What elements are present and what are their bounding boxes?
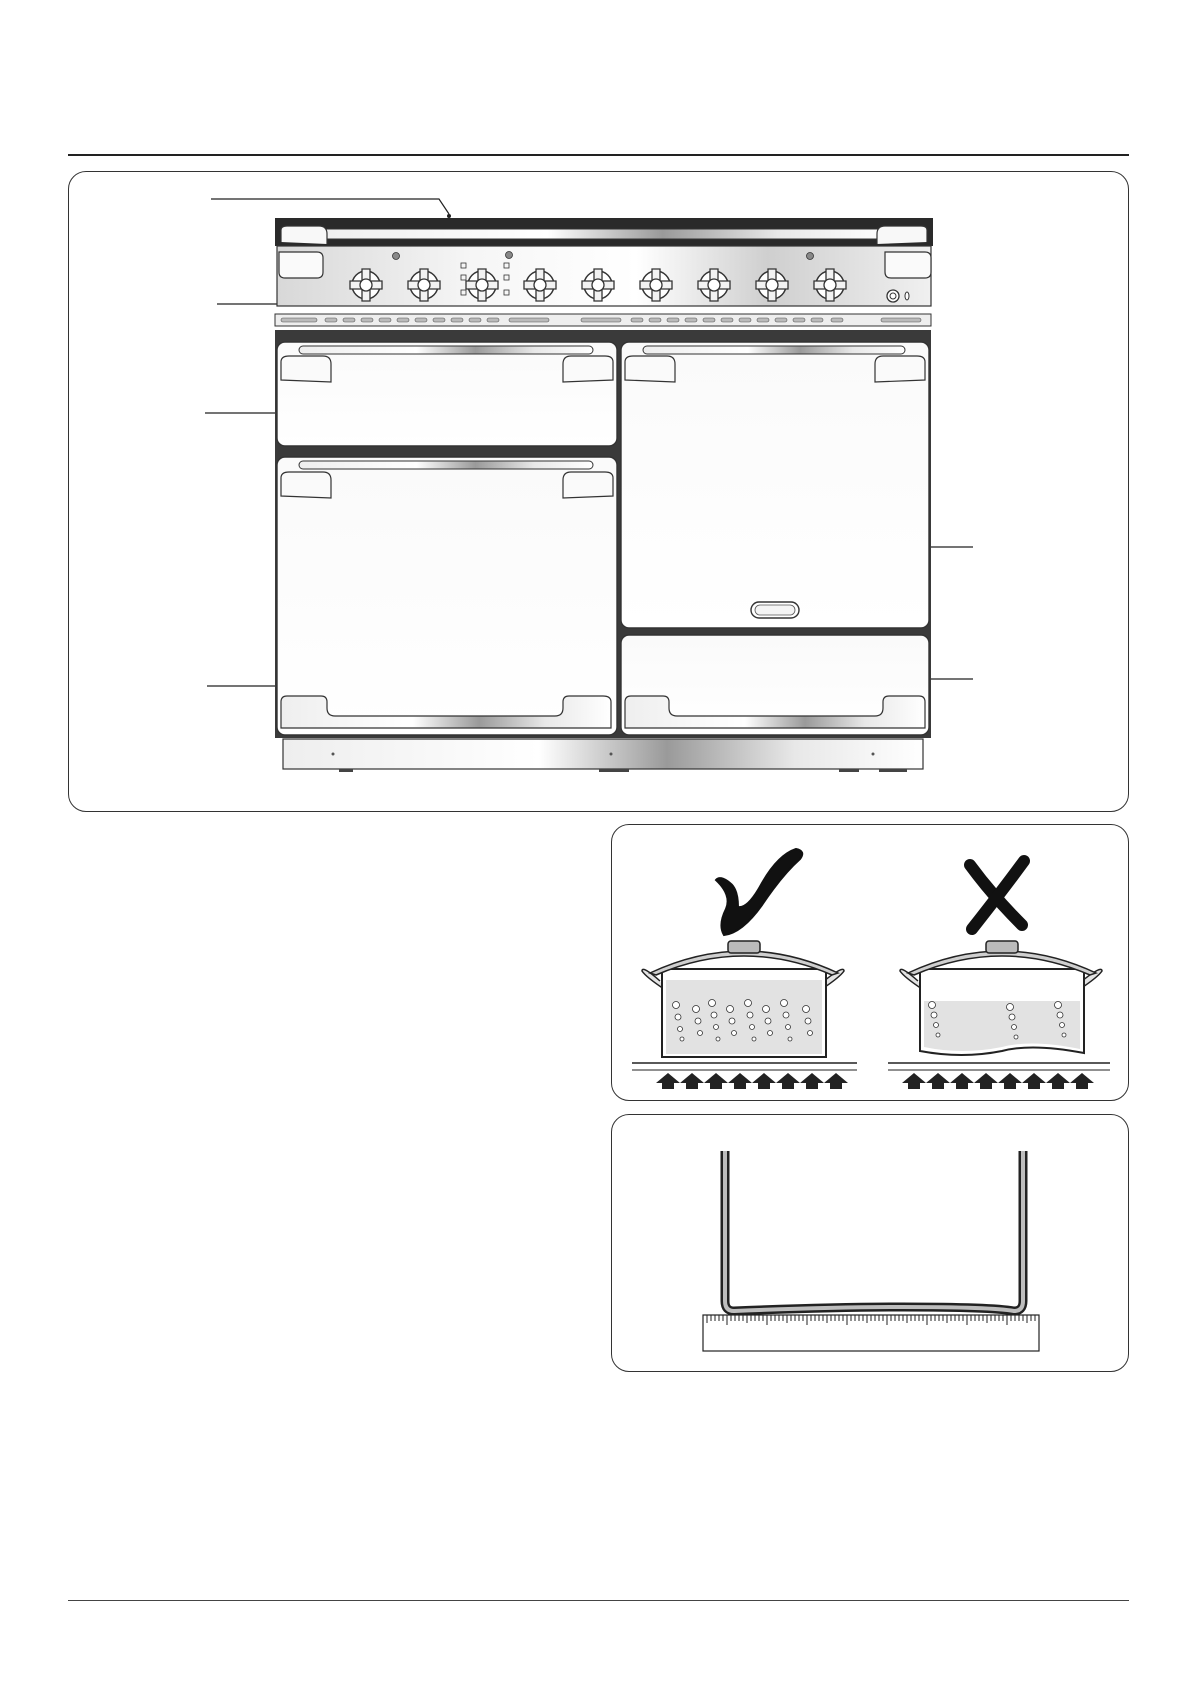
good-pan	[632, 941, 857, 1089]
pan-boiling-illustration	[612, 825, 1130, 1102]
top-rule	[68, 154, 1129, 156]
check-icon	[716, 849, 802, 935]
pan-flatness-illustration	[612, 1115, 1130, 1373]
range-cooker-panel	[68, 171, 1129, 812]
callout-hob-lid	[211, 199, 449, 214]
pan-boiling-panel	[611, 824, 1129, 1101]
range-cooker-illustration	[69, 172, 1130, 813]
cross-icon	[970, 861, 1024, 929]
pan-flatness-panel	[611, 1114, 1129, 1372]
bottom-rule	[68, 1600, 1129, 1601]
bad-pan	[888, 941, 1110, 1089]
control-knobs	[350, 269, 846, 301]
